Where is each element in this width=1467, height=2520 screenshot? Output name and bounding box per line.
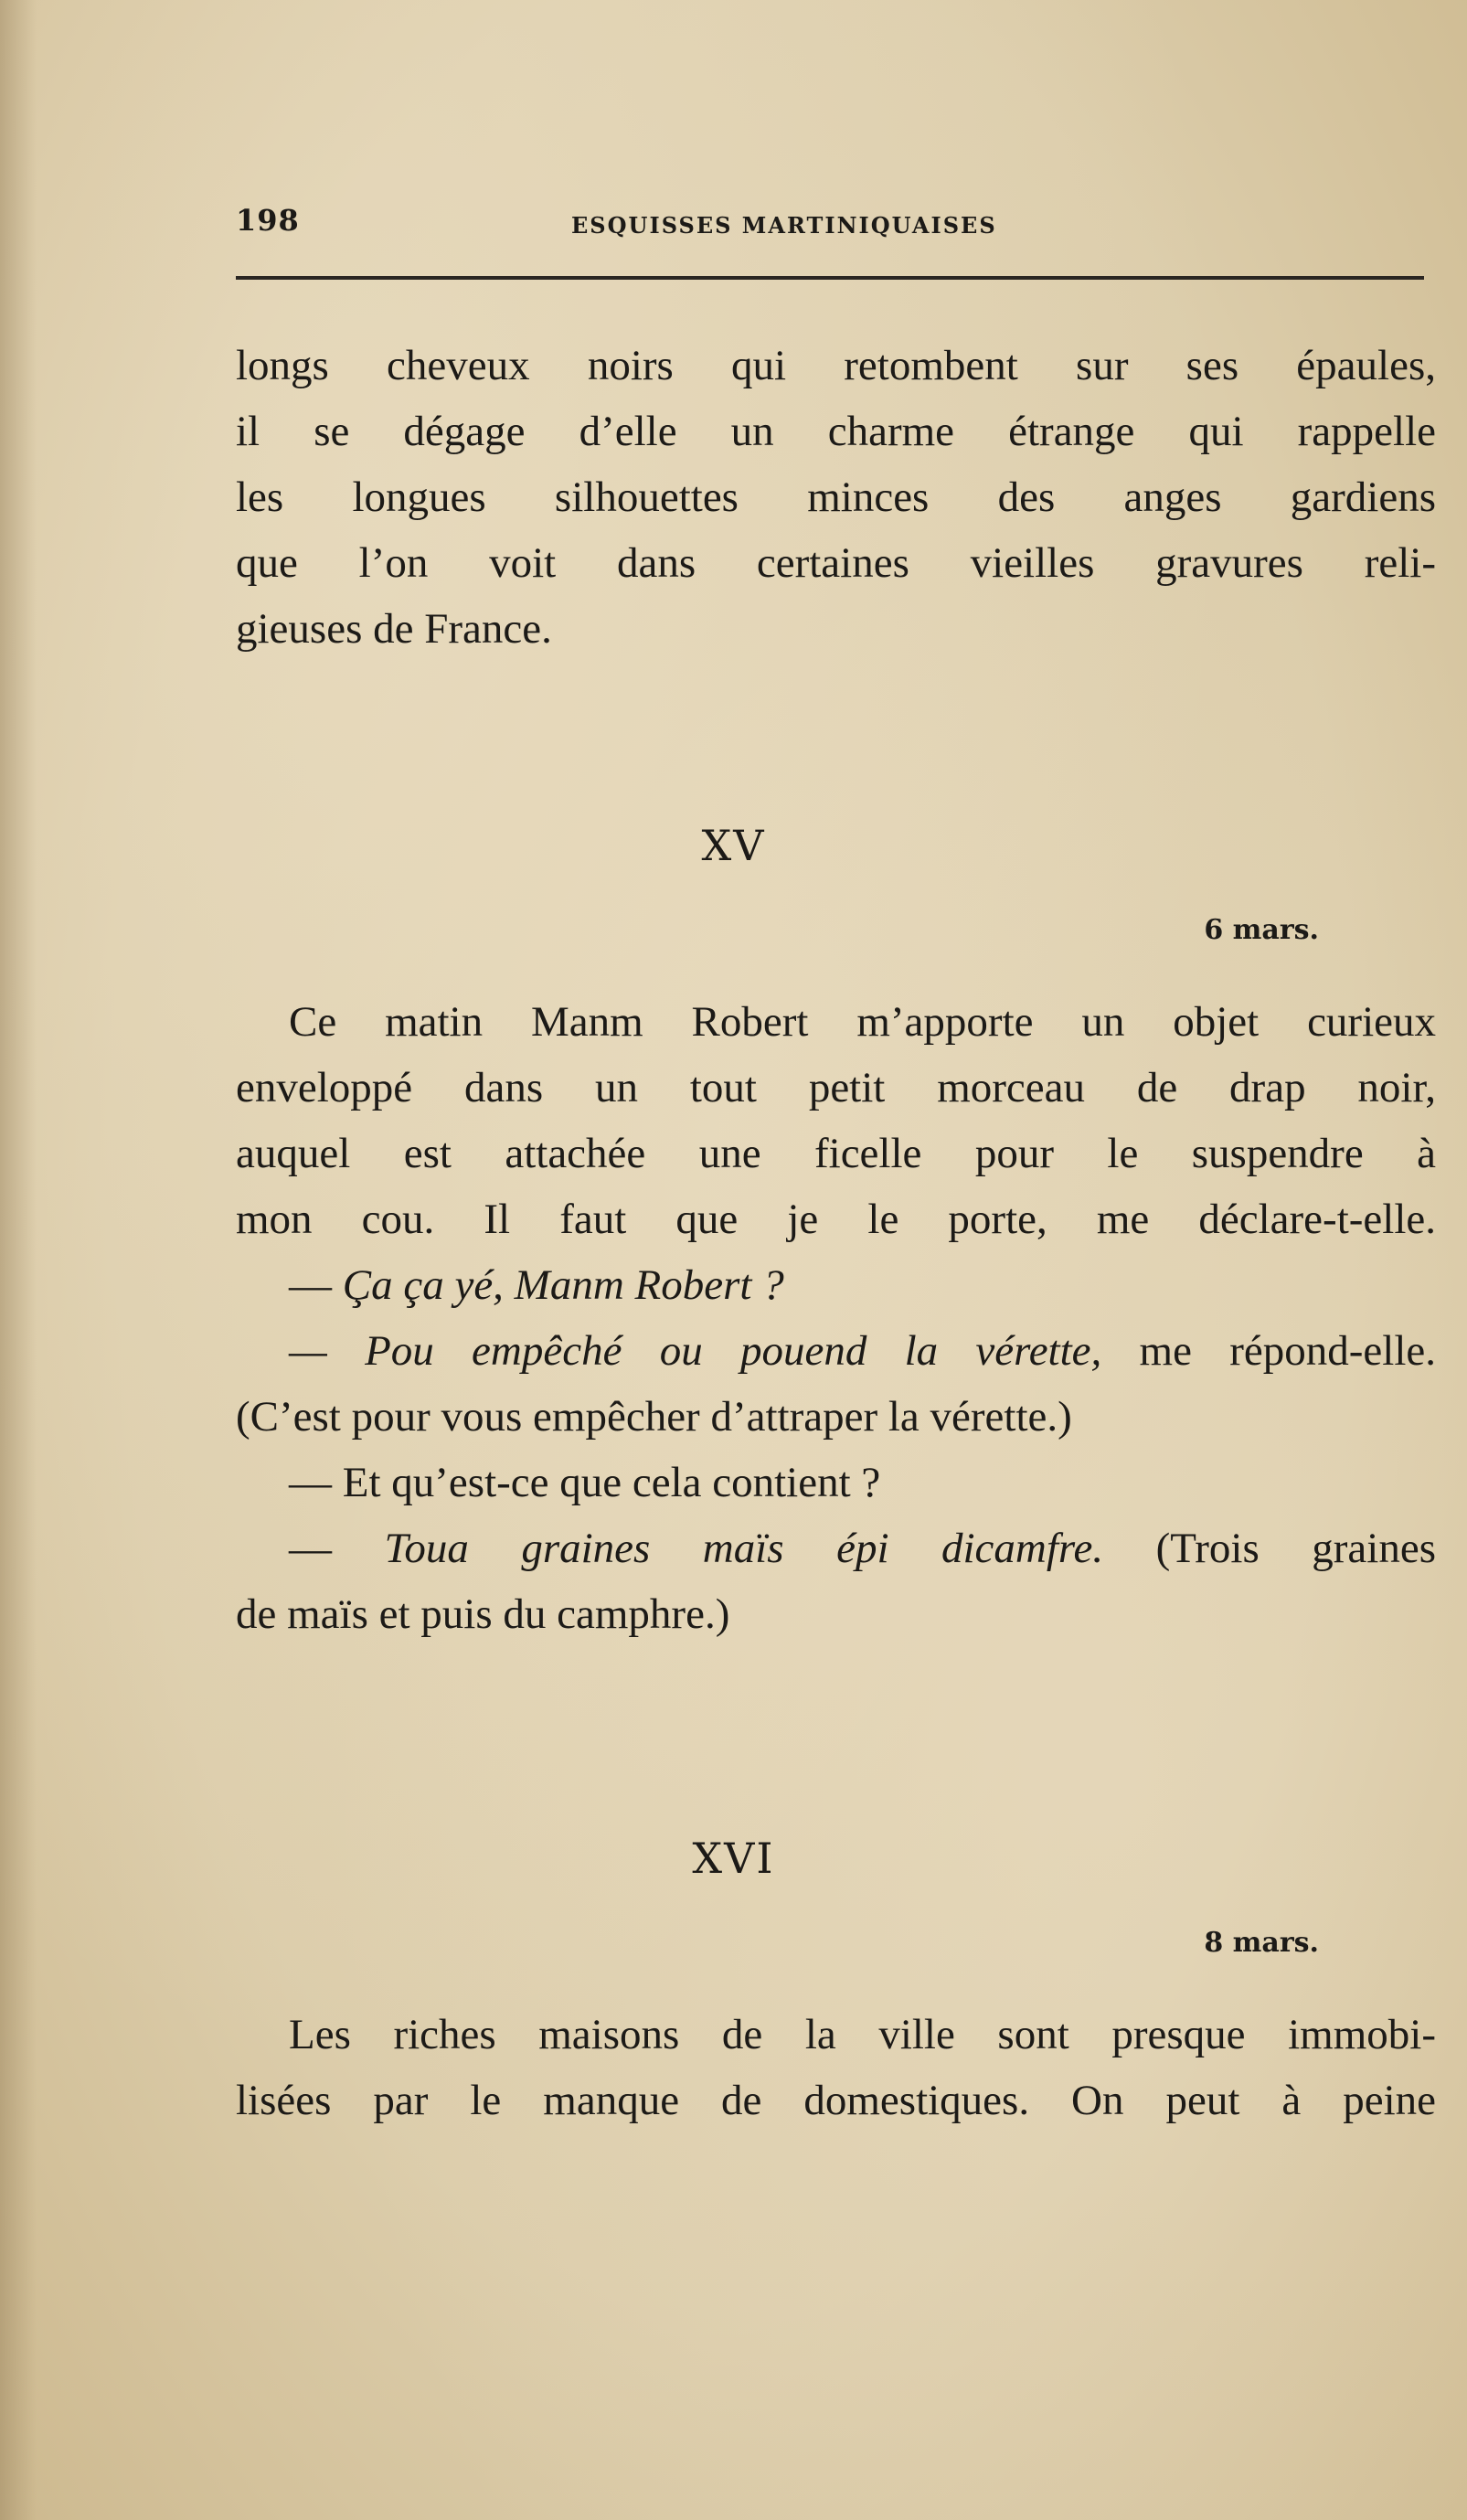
date-xv: 6 mars. [1204, 914, 1319, 946]
date-xvi: 8 mars. [1204, 1927, 1319, 1959]
text-line: mon cou. Il faut que je le porte, me déclare-t-elle. [236, 1196, 1436, 1243]
page-number: 198 [236, 203, 300, 238]
section-heading-xvi: XVI [692, 1834, 775, 1883]
text-line: lisées par le manque de domestiques. On peut à peine [236, 2077, 1436, 2124]
text-line: Ce matin Manm Robert m’apporte un objet curieux [289, 998, 1436, 1046]
dialogue-line: — Toua graines maïs épi dicamfre. (Trois graines [289, 1525, 1436, 1572]
text-line: (C’est pour vous empêcher d’attraper la vérette.) [236, 1393, 1072, 1441]
dialogue-line: — Ça ça yé, Manm Robert ? [289, 1261, 784, 1309]
running-title: ESQUISSES MARTINIQUAISES [571, 212, 997, 239]
text-line: gieuses de France. [236, 605, 552, 653]
text-line: de maïs et puis du camphre.) [236, 1590, 730, 1638]
text-line: que l’on voit dans certaines vieilles gravures reli- [236, 539, 1436, 587]
section-xv-body [236, 989, 1436, 1647]
dialogue-line: — Et qu’est-ce que cela contient ? [289, 1459, 881, 1506]
page-edge-shadow [0, 0, 37, 2520]
dialogue-line: — Pou empêché ou pouend la vérette, me répond-elle. [289, 1327, 1436, 1375]
section-xvi-body [236, 2002, 1436, 2133]
text-line: auquel est attachée une ficelle pour le suspendre à [236, 1130, 1436, 1177]
text-line: longs cheveux noirs qui retombent sur ses épaules, [236, 342, 1436, 389]
section-heading-xv: XV [701, 821, 766, 870]
text-line: il se dégage d’elle un charme étrange qui rappelle [236, 408, 1436, 455]
header-rule [236, 276, 1424, 280]
text-line: Les riches maisons de la ville sont presque immobi- [289, 2011, 1436, 2058]
text-line: les longues silhouettes minces des anges gardiens [236, 473, 1436, 521]
continuation-paragraph [236, 333, 1436, 662]
text-line: enveloppé dans un tout petit morceau de drap noir, [236, 1064, 1436, 1111]
